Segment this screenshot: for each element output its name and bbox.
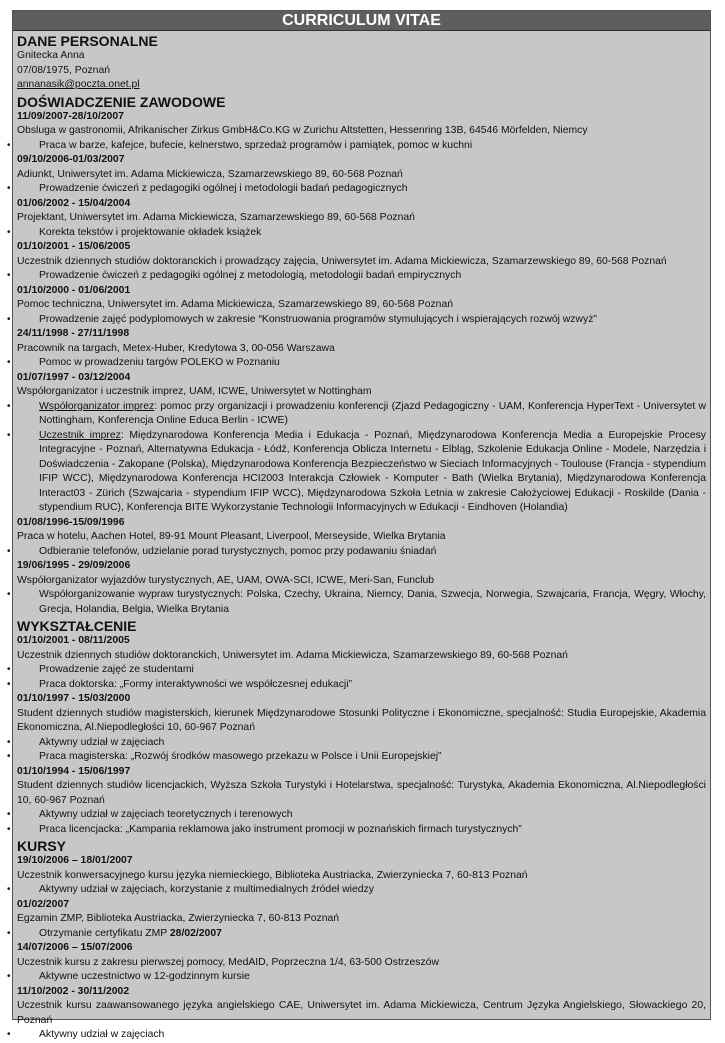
list-item: • Korekta tekstów i projektowanie okładek książek <box>17 226 706 241</box>
list-item <box>17 429 706 516</box>
item-text: : pomoc przy organizacji i prowadzeniu konferencji (Zjazd Pedagogiczny - UAM, Konferencja HyperText - Universytet w Nottingham, Konferencja Online Educa Berlin - ICWE) <box>39 400 706 426</box>
date-range: 01/10/1997 - 15/03/2000 <box>17 693 131 704</box>
date-range: 09/10/2006-01/03/2007 <box>17 154 125 165</box>
date-range: 01/10/1994 - 15/06/1997 <box>17 765 131 777</box>
date-range: 11/10/2002 - 30/11/2002 <box>17 985 130 997</box>
date-range: 01/06/2002 - 15/04/2004 <box>17 197 131 209</box>
entry-text: Uczestnik dziennych studiów doktoranckich, Uniwersytet im. Adama Mickiewicza, Szamarzewskiego 89, 60-568 Poznań <box>17 649 568 661</box>
list-item: • Praca licencjacka: „Kampania reklamowa jako instrument promocji w poznańskich firmach turystycznych” <box>17 823 706 838</box>
date-range: 01/08/1996-15/09/1996 <box>17 516 125 528</box>
item-text: : Międzynarodowa Konferencja Media i Edukacja - Poznań, Międzynarodowa Konferencja Media a Europejskie Procesy Integracyjne - Poznań, Alternatywna Edukacja - Łódź, Konferencja Oblicza Internetu - Elbląg, Szkolenie Edukacja Online - Modele, Narzędzia i Doświadczenia - Zakopane (Polska), Międzynarodowa Konferencja Bezpieczeństwo w Sieciach Informacyjnych - Toulouse (Francja - stypendium IFIP WCC), Międzynarodowa Konferencja HCI2003 Interakcja Człowiek - Komputer - Bath (Wielka Brytania), Międzynarodowa Konferencja Interact03 - Zürich (Szwajcaria - stypendium IFIP WCC), Międzynarodowa Szkoła Letnia w zakresie Całożyciowej Edukacji - Roskilde (Dania - stypendium RUC), Konferencja BITE Wykorzystanie Technologii Informacyjnych w Edukacji - Eindhoven (Holandia) <box>39 429 706 513</box>
entry-text: Praca w hotelu, Aachen Hotel, 89-91 Mount Pleasant, Liverpool, Merseyside, Wielka Brytania <box>17 531 446 542</box>
entry-text: Student dziennych studiów licencjackich, Wyższa Szkoła Turystyki i Hotelarstwa, specjalność: Turystyka, Akademia Ekonomiczna, Al.Niepodległości 10, 60-967 Poznań <box>17 780 706 806</box>
list-item: • Współorganizowanie wypraw turystycznych: Polska, Czechy, Ukraina, Niemcy, Dania, Szwecja, Norwegia, Szwajcaria, Francja, Węgry, Włochy, Grecja, Holandia, Belgia, Wielka Brytania <box>17 588 706 617</box>
list-item: • Aktywny udział w zajęciach, korzystanie z multimedialnych źródeł wiedzy <box>17 883 706 898</box>
email-link[interactable]: annanasik@poczta.onet.pl <box>17 79 140 90</box>
list-item: • Prowadzenie ćwiczeń z pedagogiki ogólnej z metodologią, metodologii badań empirycznych <box>17 269 706 284</box>
page-title: CURRICULUM VITAE <box>13 11 710 31</box>
list-item: • Praca doktorska: „Formy interaktywności we współczesnej edukacji” <box>17 678 706 693</box>
item-text: 28/02/2007 <box>169 927 222 939</box>
section-heading: DOŚWIADCZENIE ZAWODOWE <box>17 93 226 110</box>
entry-text: Obsluga w gastronomii, Afrikanischer Zirkus GmbH&Co.KG w Zurichu Altstetten, Hessenring 13B, 64546 Mörfelden, Niemcy <box>17 125 588 136</box>
list-item: • Aktywny udział w zajęciach <box>17 1028 706 1043</box>
entry-text: Student dziennych studiów magisterskich, kierunek Międzynarodowe Stosunki Polityczne i Ekonomiczne, specjalność: Studia Europejskie, Akademia Ekonomiczna, Al.Niepodległości 10, 60-967 Poznań <box>17 707 706 733</box>
entry-text: Pomoc techniczna, Uniwersytet im. Adama Mickiewicza, Szamarzewskiego 89, 60-568 Poznań <box>17 299 454 310</box>
item-prefix: Współorganizator imprez <box>39 400 155 412</box>
entry-text: Współorganizator wyjazdów turystycznych, AE, UAM, OWA-SCI, ICWE, Meri-San, Funclub <box>17 574 435 586</box>
entry-text: Uczestnik kursu zaawansowanego języka angielskiego CAE, Uniwersytet im. Adama Mickiewicza, Centrum Języka Angielskiego, Słowackiego 20, Poznań <box>17 1000 706 1026</box>
entry-text: Adiunkt, Uniwersytet im. Adama Mickiewicza, Szamarzewskiego 89, 60-568 Poznań <box>17 168 403 180</box>
section-heading: KURSY <box>17 838 67 854</box>
list-item: • Aktywny udział w zajęciach <box>17 736 706 751</box>
list-item: • Prowadzenie ćwiczeń z pedagogiki ogólnej i metodologii badań pedagogicznych <box>17 182 706 197</box>
date-range: 01/02/2007 <box>17 898 70 910</box>
entry-text: Pracownik na targach, Metex-Huber, Kredytowa 3, 00-056 Warszawa <box>17 342 335 354</box>
date-range: 19/06/1995 - 29/09/2006 <box>17 560 131 571</box>
entry-text: Uczestnik kursu z zakresu pierwszej pomocy, MedAID, Poprzeczna 1/4, 63-500 Ostrzeszów <box>17 956 439 968</box>
date-range: 19/10/2006 – 18/01/2007 <box>17 855 133 866</box>
list-item: • Pomoc w prowadzeniu targów POLEKO w Poznaniu <box>17 356 706 371</box>
section-heading: DANE PERSONALNE <box>17 33 158 49</box>
list-item: • Aktywny udział w zajęciach teoretycznych i terenowych <box>17 808 706 823</box>
section-heading: WYKSZTAŁCENIE <box>17 618 137 634</box>
list-item: • Praca w barze, kafejce, bufecie, kelnerstwo, sprzedaż programów i pamiątek, pomoc w kuchni <box>17 139 706 154</box>
date-range: 01/10/2001 - 15/06/2005 <box>17 241 131 252</box>
cv-page <box>12 10 711 1040</box>
cv-content <box>13 31 710 1043</box>
item-label: Otrzymanie certyfikatu ZMP <box>39 927 170 939</box>
item-prefix: Uczestnik imprez <box>39 429 121 441</box>
date-range: 01/10/2000 - 01/06/2001 <box>17 284 131 296</box>
list-item: • Prowadzenie zajęć podyplomowych w zakresie “Konstruowania programów stymulujących i wspierających rozwój wzwyż” <box>17 313 706 328</box>
entry-text: 07/08/1975, Poznań <box>17 64 111 76</box>
date-range: 24/11/1998 - 27/11/1998 <box>17 328 130 339</box>
list-item: • Aktywne uczestnictwo w 12-godzinnym kursie <box>17 970 706 985</box>
entry-text: Projektant, Uniwersytet im. Adama Mickiewicza, Szamarzewskiego 89, 60-568 Poznań <box>17 212 415 223</box>
entry-text: Współorganizator i uczestnik imprez, UAM, ICWE, Uniwersytet w Nottingham <box>17 386 372 397</box>
date-range: 01/10/2001 - 08/11/2005 <box>17 635 130 646</box>
list-item: • Praca magisterska: „Rozwój środków masowego przekazu w Polsce i Unii Europejskiej” <box>17 750 706 765</box>
entry-text: Uczestnik konwersacyjnego kursu języka niemieckiego, Biblioteka Austriacka, Zwierzyniecka 7, 60-813 Poznań <box>17 869 528 881</box>
entry-text: Egzamin ZMP, Biblioteka Austriacka, Zwierzyniecka 7, 60-813 Poznań <box>17 913 340 924</box>
date-range: 01/07/1997 - 03/12/2004 <box>17 371 131 383</box>
date-range: 11/09/2007-28/10/2007 <box>17 110 124 122</box>
list-item: • Odbieranie telefonów, udzielanie porad turystycznych, pomoc przy podawaniu śniadań <box>17 545 706 560</box>
list-item <box>17 400 706 429</box>
entry-text: Gnitecka Anna <box>17 50 85 61</box>
list-item <box>17 927 706 942</box>
date-range: 14/07/2006 – 15/07/2006 <box>17 942 133 953</box>
entry-text: Uczestnik dziennych studiów doktoranckich i prowadzący zajęcia, Uniwersytet im. Adama Mickiewicza, Szamarzewskiego 89, 60-568 Poznań <box>17 255 667 267</box>
list-item: • Prowadzenie zajęć ze studentami <box>17 663 706 678</box>
